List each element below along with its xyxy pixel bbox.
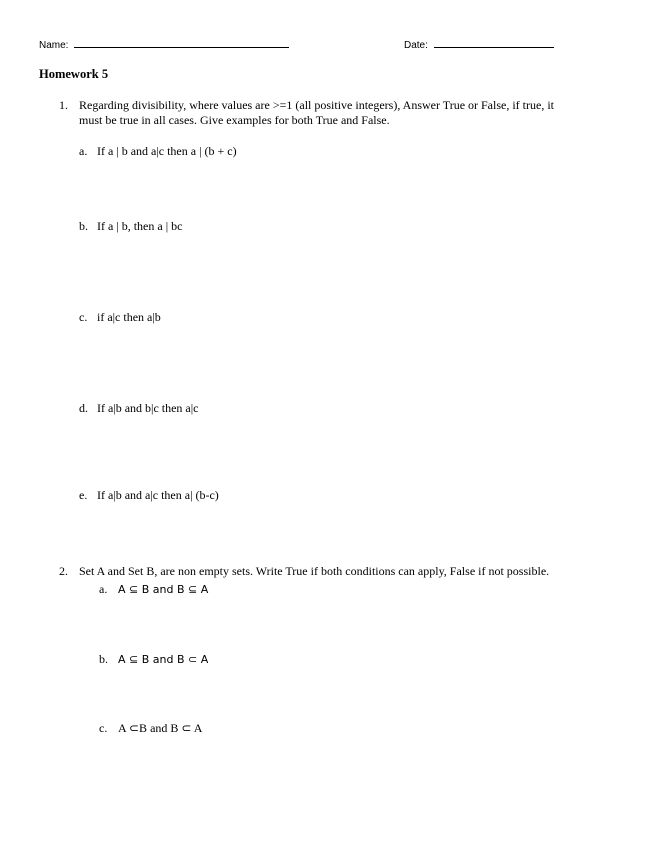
q1-item-d — [79, 401, 199, 416]
date-blank-line[interactable] — [434, 38, 554, 48]
name-field — [39, 38, 289, 51]
q2-item-c-letter: c. — [99, 721, 108, 735]
q2-item-a-text: A ⊆ B and B ⊆ A — [118, 583, 209, 596]
name-label: Name: — [39, 40, 69, 51]
q1-item-b-letter: b. — [79, 219, 88, 233]
q2-item-c-text: A ⊂B and B ⊂ A — [118, 721, 203, 735]
q1-item-e-text: If a|b and a|c then a| (b-c) — [97, 488, 219, 502]
q2-item-b-letter: b. — [99, 652, 108, 666]
q1-item-c — [79, 310, 161, 325]
q2-item-b-text: A ⊆ B and B ⊂ A — [118, 653, 209, 666]
q1-item-e — [79, 488, 219, 503]
name-blank-line[interactable] — [74, 38, 289, 48]
date-label: Date: — [404, 40, 428, 51]
date-field — [404, 38, 554, 51]
page-title: Homework 5 — [39, 67, 109, 81]
q1-item-c-text: if a|c then a|b — [97, 310, 161, 324]
q1-item-a-text: If a | b and a|c then a | (b + c) — [97, 144, 237, 158]
q1-item-b-text: If a | b, then a | bc — [97, 219, 183, 233]
q1-text-line2: must be true in all cases. Give examples for both True and False. — [79, 113, 390, 127]
q2-text: Set A and Set B, are non empty sets. Write True if both conditions can apply, False if not possible. — [79, 564, 550, 578]
q2-item-c — [99, 721, 202, 736]
q2-item-b — [99, 652, 208, 667]
q1-item-e-letter: e. — [79, 488, 88, 502]
q2-item-a-letter: a. — [99, 582, 108, 596]
q2-item-a — [99, 582, 208, 597]
q2-number: 2. — [59, 564, 68, 578]
q1-item-b — [79, 219, 182, 234]
q1-item-c-letter: c. — [79, 310, 88, 324]
q1-item-d-text: If a|b and b|c then a|c — [97, 401, 199, 415]
q1-item-a — [79, 144, 237, 159]
q1-item-d-letter: d. — [79, 401, 88, 415]
q1-number: 1. — [59, 98, 68, 112]
q1-item-a-letter: a. — [79, 144, 88, 158]
q1-text-line1: Regarding divisibility, where values are >=1 (all positive integers), Answer True or False, if true, it — [79, 98, 554, 112]
